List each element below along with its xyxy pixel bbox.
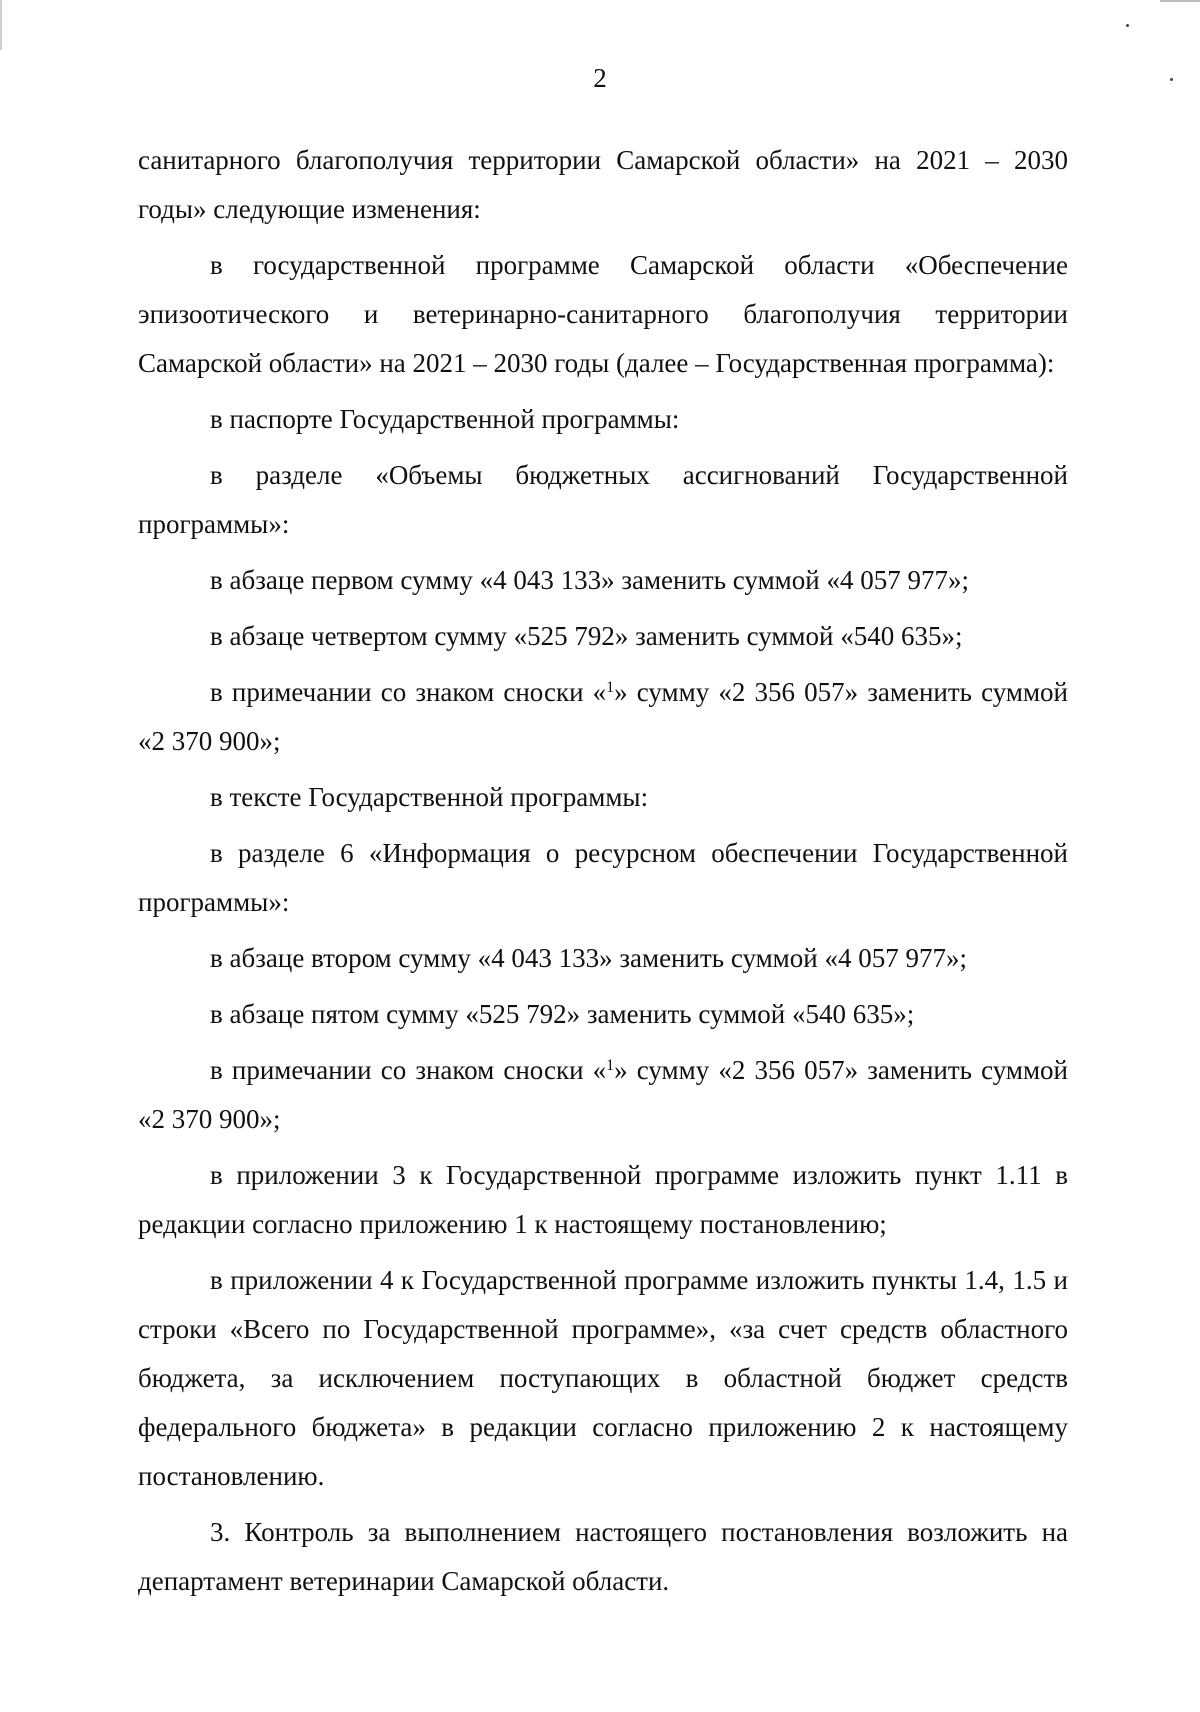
scan-speck bbox=[1126, 24, 1129, 27]
paragraph: в абзаце втором сумму «4 043 133» заменить суммой «4 057 977»; bbox=[210, 943, 967, 973]
page-number: 2 bbox=[593, 63, 607, 93]
paragraph-text: » сумму «2 356 057» заменить суммой «2 370 900»; bbox=[138, 677, 1068, 756]
paragraph: в тексте Государственной программы: bbox=[210, 782, 649, 812]
paragraph: в государственной программе Самарской области «Обеспечение эпизоотического и ветеринарно-санитарного благополучия территории Самарской области» на 2021 – 2030 годы (далее – Государственная программа): bbox=[138, 250, 1068, 378]
paragraph: в разделе 6 «Информация о ресурсном обеспечении Государственной программы»: bbox=[138, 838, 1068, 917]
document-body bbox=[138, 136, 1068, 1606]
paragraph: в приложении 3 к Государственной программе изложить пункт 1.11 в редакции согласно приложению 1 к настоящему постановлению; bbox=[138, 1160, 1068, 1239]
footnote-mark: 1 bbox=[606, 1057, 615, 1074]
paragraph-footnote-ref bbox=[138, 668, 1068, 766]
paragraph-text: в примечании со знаком сноски « bbox=[210, 1055, 607, 1085]
paragraph-footnote-ref bbox=[138, 1046, 1068, 1144]
footnote-mark: 1 bbox=[606, 679, 615, 696]
scan-edge-right bbox=[1160, 0, 1200, 2]
paragraph: санитарного благополучия территории Самарской области» на 2021 – 2030 годы» следующие изменения: bbox=[138, 145, 1068, 224]
paragraph: в абзаце пятом сумму «525 792» заменить суммой «540 635»; bbox=[210, 999, 915, 1029]
paragraph: в разделе «Объемы бюджетных ассигнований Государственной программы»: bbox=[138, 460, 1068, 539]
paragraph: в паспорте Государственной программы: bbox=[210, 404, 680, 434]
paragraph-text: в примечании со знаком сноски « bbox=[210, 677, 607, 707]
paragraph: в абзаце четвертом сумму «525 792» заменить суммой «540 635»; bbox=[210, 621, 963, 651]
paragraph: в абзаце первом сумму «4 043 133» заменить суммой «4 057 977»; bbox=[210, 565, 969, 595]
paragraph: 3. Контроль за выполнением настоящего постановления возложить на департамент ветеринарии Самарской области. bbox=[138, 1517, 1068, 1596]
paragraph-text: » сумму «2 356 057» заменить суммой «2 370 900»; bbox=[138, 1055, 1068, 1134]
scan-edge-left bbox=[0, 0, 2, 50]
paragraph: в приложении 4 к Государственной программе изложить пункты 1.4, 1.5 и строки «Всего по Государственной программе», «за счет средств областного бюджета, за исключением поступающих в областной бюджет средств федерального бюджета» в редакции согласно приложению 2 к настоящему постановлению. bbox=[138, 1265, 1068, 1491]
